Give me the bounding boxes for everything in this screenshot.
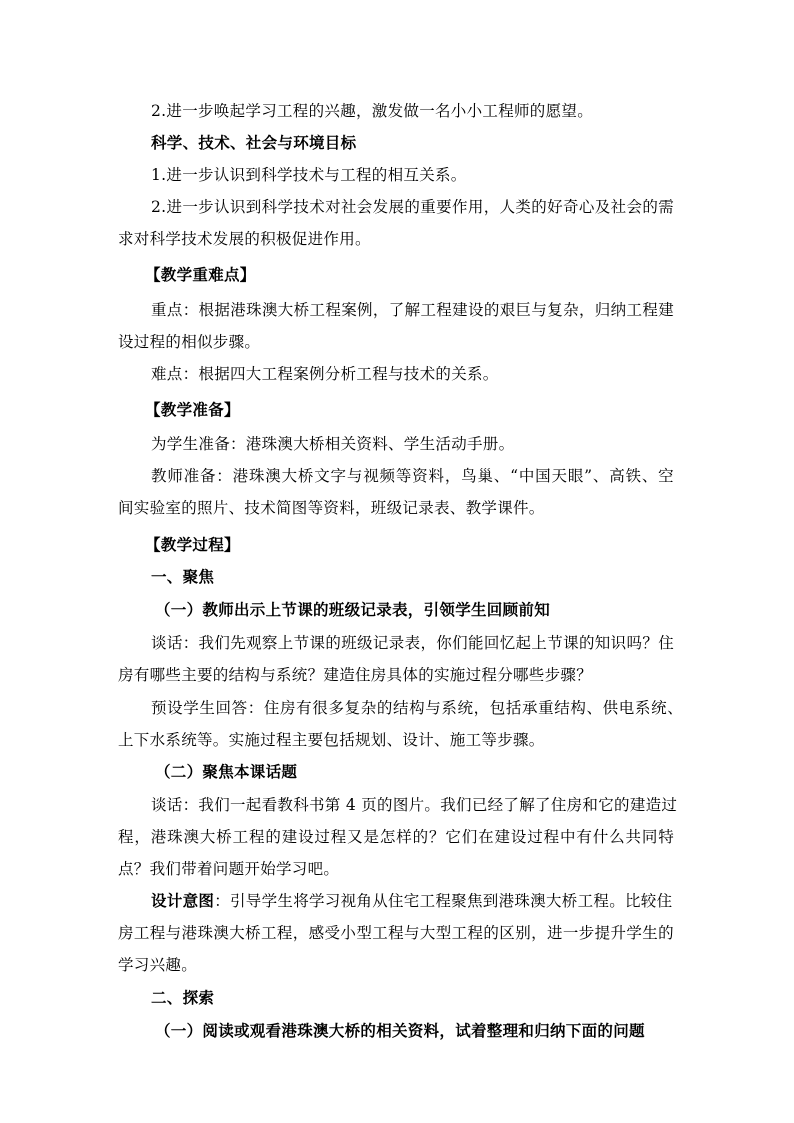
- sts-goal-2-line-2: 求对科学技术发展的积极促进作用。: [118, 230, 371, 248]
- key-point-line-1: 重点：根据港珠澳大桥工程案例，了解工程建设的艰巨与复杂，归纳工程建: [151, 301, 674, 319]
- difficult-point: 难点：根据四大工程案例分析工程与技术的关系。: [151, 365, 499, 383]
- goal-line-2: 2.进一步唤起学习工程的兴趣，激发做一名小小工程师的愿望。: [151, 102, 593, 120]
- sts-goal-1: 1.进一步认识到科学技术与工程的相互关系。: [151, 166, 467, 184]
- dialogue-1-line-1: 谈话：我们先观察上节课的班级记录表，你们能回忆起上节课的知识吗？住: [151, 634, 674, 652]
- teacher-preparation-line-2: 间实验室的照片、技术简图等资料，班级记录表、教学课件。: [118, 499, 545, 517]
- dialogue-2-line-1: 谈话：我们一起看教科书第 4 页的图片。我们已经了解了住房和它的建造过: [151, 796, 678, 814]
- step-2-subheading-1: （一）阅读或观看港珠澳大桥的相关资料，试着整理和归纳下面的问题: [155, 1021, 645, 1040]
- design-intent-line-3: 学习兴趣。: [118, 956, 198, 974]
- step-1-heading: 一、聚焦: [151, 567, 215, 586]
- dialogue-1-line-2: 房有哪些主要的结构与系统？建造住房具体的实施过程分哪些步骤？: [118, 666, 593, 684]
- teacher-preparation-line-1: 教师准备：港珠澳大桥文字与视频等资料，鸟巢、“中国天眼”、高铁、空: [151, 467, 674, 485]
- dialogue-2-line-3: 点？我们带着问题开始学习吧。: [118, 860, 340, 878]
- answer-line-1: 预设学生回答：住房有很多复杂的结构与系统，包括承重结构、供电系统、: [151, 699, 683, 717]
- answer-line-2: 上下水系统等。实施过程主要包括规划、设计、施工等步骤。: [118, 731, 545, 749]
- section-heading-process: 【教学过程】: [145, 535, 240, 554]
- design-intent-line-2: 房工程与港珠澳大桥工程，感受小型工程与大型工程的区别，进一步提升学生的: [118, 924, 674, 942]
- design-intent-text: ：引导学生将学习视角从住宅工程聚焦到港珠澳大桥工程。比较住: [214, 892, 673, 910]
- design-intent-label: 设计意图: [151, 891, 215, 910]
- section-heading-sts-goals: 科学、技术、社会与环境目标: [151, 133, 357, 152]
- step-2-heading: 二、探索: [151, 988, 215, 1007]
- student-preparation: 为学生准备：港珠澳大桥相关资料、学生活动手册。: [151, 435, 515, 453]
- dialogue-2-line-2: 程，港珠澳大桥工程的建设过程又是怎样的？它们在建设过程中有什么共同特: [118, 828, 674, 846]
- section-heading-preparation: 【教学准备】: [145, 400, 240, 419]
- sts-goal-2-line-1: 2.进一步认识到科学技术对社会发展的重要作用，人类的好奇心及社会的需: [151, 198, 674, 216]
- key-point-line-2: 设过程的相似步骤。: [118, 333, 261, 351]
- section-heading-key-points: 【教学重难点】: [145, 265, 256, 284]
- step-1-subheading-1: （一）教师出示上节课的班级记录表，引领学生回顾前知: [155, 600, 551, 619]
- design-intent-line-1: [151, 891, 672, 911]
- step-1-subheading-2: （二）聚焦本课话题: [155, 762, 298, 781]
